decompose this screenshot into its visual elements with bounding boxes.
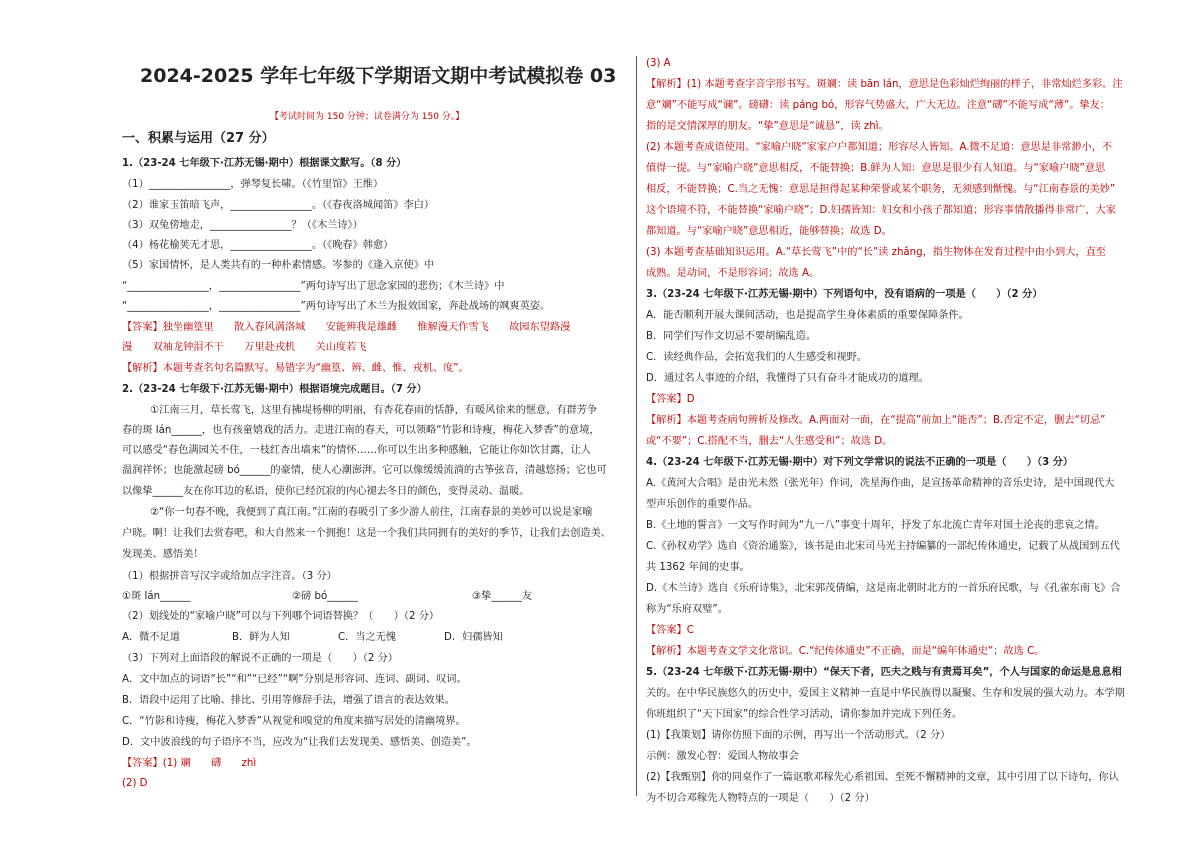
section-heading: 一、积累与运用（27 分）	[122, 131, 275, 146]
q3-explanation-1: 【解析】本题考查病句辨析及修改。A.两面对一面，在“提高”前加上“能否”；B.否定不定，删去“切忌”	[646, 415, 1106, 426]
q2-sub-2-option-b: B．鲜为人知	[232, 632, 290, 643]
q1-answer-line-2: 漫 双袖龙钟泪不干 万里赴戎机 关山度若飞	[122, 342, 367, 353]
q3-answer: 【答案】D	[646, 394, 695, 405]
analysis-line-7: 这个语境不符，不能替换“家喻户晓”；D.妇孺皆知：妇女和小孩子都知道；形容事情散播得非常广，大家	[646, 205, 1116, 216]
q3-explanation-2: 或“不要”；C.搭配不当，删去“人生感受和”；故选 D。	[646, 436, 893, 447]
q2-sub-3: （3）下列对上面语段的解说不正确的一项是（ ）（2 分）	[122, 653, 398, 664]
exam-note: 【考试时间为 150 分钟；试卷满分为 150 分。】	[270, 112, 465, 122]
q2-passage-line-8: 发现美、感悟美！	[122, 549, 204, 560]
q3-option-a: A．能否顺利开展大课间活动，也是提高学生身体素质的重要保障条件。	[646, 310, 969, 321]
q2-sub-1-a: ①斑 lán______	[122, 591, 191, 602]
analysis-line-2: 意“斓”不能写成“谰”。磅礴：读 páng bó，形容气势盛大，广大无边。注意“礴”不能写成“薄”。挚友：	[646, 100, 1110, 111]
q4-explanation: 【解析】本题考查文学文化常识。C.“纪传体通史”不正确，而是“编年体通史”；故选 C。	[646, 646, 1045, 657]
q1-line-1: （1）________________，弹琴复长啸。（《竹里馆》王维）	[122, 179, 384, 190]
q5-sub-2-line-2: 为不切合邓稼先人物特点的一项是（ ）（2 分）	[646, 793, 875, 804]
page-title: 2024-2025 学年七年级下学期语文期中考试模拟卷 03	[140, 65, 617, 87]
q3-option-c: C．读经典作品，会拓宽我们的人生感受和视野。	[646, 352, 868, 363]
analysis-line-8: 都知道。与“家喻户晓”意思相近，能够替换；故选 D。	[646, 226, 892, 237]
q3-option-d: D．通过名人事迹的介绍，我懂得了只有奋斗才能成功的道理。	[646, 373, 929, 384]
analysis-line-4: (2) 本题考查成语使用。“家喻户晓”家家户户都知道；形容尽人皆知。A.微不足道：意思是非常渺小，不	[646, 142, 1113, 153]
analysis-line-5: 值得一提。与“家喻户晓”意思相反，不能替换；B.鲜为人知：意思是很少有人知道。与“家喻户晓”意思	[646, 163, 1106, 174]
q2-sub-2: （2）划线处的“家喻户晓”可以与下列哪个词语替换？（ ）（2 分）	[122, 611, 440, 622]
q4-option-c-1: C.《孙权劝学》选自《资治通鉴》，该书是由北宋司马光主持编纂的一部纪传体通史，记载了从战国到五代	[646, 541, 1120, 552]
q2-sub-2-option-d: D．妇孺皆知	[444, 632, 503, 643]
q2-sub-3-option-d: D．文中波浪线的句子语序不当，应改为“让我们去发现美、感悟美、创造美”。	[122, 737, 477, 748]
q2-passage-line-2: 春的斑 lán______，也有孩童嬉戏的活力。走进江南的春天，可以领略“竹影和诗瘦，梅花入梦香”的意境，	[122, 425, 600, 436]
question-4-heading: 4.（23-24 七年级下·江苏无锡·期中）对下列文学常识的说法不正确的一项是（ ）（3 分）	[646, 457, 1074, 468]
q1-line-5: （5）家国情怀，是人类共有的一种朴素情感。岑参的《逢入京使》中	[122, 260, 435, 271]
q2-sub-3-option-c: C．“竹影和诗瘦，梅花入梦香”从视觉和嗅觉的角度来描写居处的清幽境界。	[122, 716, 466, 727]
q1-answer-line-1: 【答案】独坐幽篁里 散入春风满洛城 安能辨我是雄雌 惟解漫天作雪飞 故园东望路漫	[122, 322, 571, 333]
q2-passage-line-3: 可以感受“春色满园关不住，一枝红杏出墙来”的情怀……你可以生出多种感触，它能让你如饮甘露，让人	[122, 445, 591, 456]
q1-line-2: （2）谁家玉笛暗飞声，________________。（《春夜洛城闻笛》李白）	[122, 200, 435, 211]
q5-sub-2-line-1: (2)【我甄别】你的同桌作了一篇讴歌邓稼先心系祖国、至死不懈精神的文章，其中引用了以下诗句，你认	[646, 772, 1119, 783]
analysis-line-10: 成熟。是动词，不是形容词；故选 A。	[646, 268, 820, 279]
question-2-heading: 2.（23-24 七年级下·江苏无锡·期中）根据语境完成题目。（7 分）	[122, 384, 427, 395]
q4-option-d-2: 称为“乐府双璧”。	[646, 604, 728, 615]
question-5-heading-1: 5.（23-24 七年级下·江苏无锡·期中）“保天下者，匹夫之贱与有责焉耳矣”，个人与国家的命运是息息相	[646, 667, 1122, 678]
q1-line-7: “________________，________________”两句诗写出了木兰为报效国家，奔赴战场的飒爽英姿。	[122, 301, 551, 312]
q2-passage-line-5: 以像挚______友在你耳边的私语，使你已经沉寂的内心褪去冬日的颜色，变得灵动、温暖。	[122, 486, 530, 497]
q4-option-b: B.《土地的誓言》一文写作时间为“九一八”事变十周年，抒发了东北流亡青年对国土沦丧的悲哀之情。	[646, 520, 1105, 531]
q3-option-b: B．同学们写作文切忌不要胡编乱造。	[646, 331, 816, 342]
q2-answer-3: (3) A	[646, 58, 671, 69]
q2-answer-line-1: 【答案】(1) 斓 礴 zhì	[122, 758, 257, 769]
q2-sub-1-b: ②磅 bó______	[292, 591, 358, 602]
analysis-line-3: 指的是交情深厚的朋友。“挚”意思是“诚恳”，读 zhì。	[646, 121, 889, 132]
q2-sub-1-c: ③挚______友	[472, 591, 533, 602]
analysis-line-6: 相反，不能替换；C.当之无愧：意思是担得起某种荣誉或某个职务，无须感到惭愧。与“江南春景的美妙”	[646, 184, 1116, 195]
q2-sub-2-option-c: C．当之无愧	[338, 632, 397, 643]
q5-sub-1-example: 示例：激发心智：爱国人物故事会	[646, 751, 799, 762]
q2-answer-line-2: (2) D	[122, 778, 148, 789]
q2-sub-2-option-a: A．微不足道	[122, 632, 180, 643]
q1-line-6: “________________，________________”两句诗写出了思念家园的悲伤；《木兰诗》中	[122, 281, 505, 292]
q4-option-a-2: 型声乐创作的重要作品。	[646, 499, 759, 510]
analysis-line-1: 【解析】(1) 本题考查字音字形书写。斑斓：读 bān lán，意思是色彩灿烂绚丽的样子，非常灿烂多彩。注	[646, 79, 1123, 90]
question-5-heading-3: 你班组织了“天下国家”的综合性学习活动，请你参加并完成下列任务。	[646, 709, 963, 720]
question-1-heading: 1.（23-24 七年级下·江苏无锡·期中）根据课文默写。（8 分）	[122, 158, 407, 169]
q1-line-3: （3）双兔傍地走，________________？（《木兰诗》）	[122, 220, 363, 231]
column-divider	[636, 56, 637, 796]
analysis-line-9: (3) 本题考查基础知识运用。A.“草长莺飞”中的“长”读 zhǎng，指生物体在发育过程中由小到大，直至	[646, 247, 1106, 258]
q2-sub-1: （1）根据拼音写汉字或给加点字注音。（3 分）	[122, 571, 337, 582]
q2-passage-line-4: 温润祥怀；也能激起磅 bó______的豪情，使人心潮澎湃。它可以像缓缓流淌的古筝弦音，清越悠扬；它也可	[122, 465, 607, 476]
question-3-heading: 3.（23-24 七年级下·江苏无锡·期中）下列语句中，没有语病的一项是（ ）（2 分）	[646, 289, 1043, 300]
q2-passage-line-6: ②“你一句春不晚，我便到了真江南。”江南的春吸引了多少游人前往，江南春景的美妙可以说是家喻	[150, 507, 593, 518]
q2-sub-3-option-b: B．语段中运用了比喻、排比、引用等修辞手法，增强了语言的表达效果。	[122, 695, 455, 706]
q4-option-c-2: 共 1362 年间的史事。	[646, 562, 750, 573]
q2-passage-line-7: 户晓。啊！让我们去赏春吧，和大自然来一个拥抱！这是一个我们共同拥有的美好的季节，让我们去创造美、	[122, 528, 611, 539]
q1-line-4: （4）杨花榆荚无才思，________________。（《晚春》韩愈）	[122, 240, 394, 251]
q4-option-a-1: A.《黄河大合唱》是由光未然（张光年）作词，冼星海作曲，是宣扬革命精神的音乐史诗，是中国现代大	[646, 478, 1115, 489]
question-5-heading-2: 关的。在中华民族悠久的历史中，爱国主义精神一直是中华民族得以凝聚、生存和发展的强大动力。本学期	[646, 688, 1125, 699]
q4-option-d-1: D.《木兰诗》选自《乐府诗集》，北宋郭茂倩编，这是南北朝时北方的一首乐府民歌，与《孔雀东南飞》合	[646, 583, 1121, 594]
q2-passage-line-1: ①江南三月，草长莺飞，这里有拂堤杨柳的明丽，有杏花春雨的恬静，有暖风徐来的惬意，有群芳争	[150, 405, 598, 416]
q2-sub-3-option-a: A．文中加点的词语“长”“和”“已经”“啊”分别是形容词、连词、副词、叹词。	[122, 674, 467, 685]
q1-explanation: 【解析】本题考查名句名篇默写。易错字为“幽篁、辨、雌、惟、戎机、度”。	[122, 363, 469, 374]
q5-sub-1: (1)【我策划】请你仿照下面的示例，再写出一个活动形式。（2 分）	[646, 730, 951, 741]
q4-answer: 【答案】C	[646, 625, 694, 636]
